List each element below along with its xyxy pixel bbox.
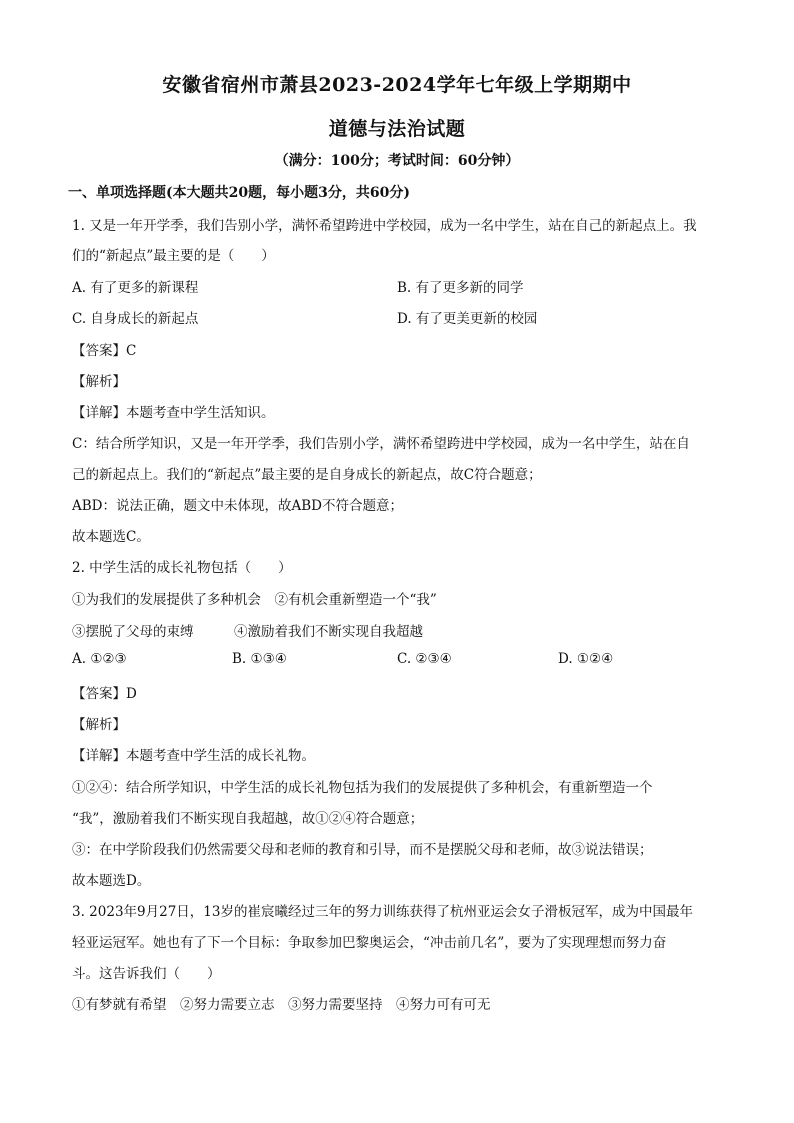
q1-analysis-label: 【解析】 [72,374,126,390]
q2-explanation-line1: ①②④：结合所学知识，中学生活的成长礼物包括为我们的发展提供了多种机会，有重新塑造一个 [72,780,653,796]
q3-stem-line2: 轻亚运冠军。她也有了下一个目标：争取参加巴黎奥运会，“冲击前几名”，要为了实现理想而努力奋 [72,935,667,951]
q2-option-d: D. ①②④ [558,651,614,667]
q1-detail: 【详解】本题考查中学生活知识。 [72,405,275,421]
q2-analysis-label: 【解析】 [72,717,126,733]
q2-items-line2: ③摆脱了父母的束缚 ④激励着我们不断实现自我超越 [72,624,423,640]
section-heading: 一、单项选择题(本大题共20题，每小题3分，共60分) [68,185,410,201]
q2-detail: 【详解】本题考查中学生活的成长礼物。 [72,748,315,764]
q1-explanation-line3: ABD：说法正确，题文中未体现，故ABD不符合题意； [72,498,403,514]
q2-conclusion: 故本题选D。 [72,873,151,889]
document-title: 安徽省宿州市萧县2023-2024学年七年级上学期期中 [162,74,632,96]
q1-answer: 【答案】C [72,343,137,359]
q1-explanation-line1: C：结合所学知识，又是一年开学季，我们告别小学，满怀希望跨进中学校园，成为一名中学生，站在自 [72,436,690,452]
q3-items: ①有梦就有希望 ②努力需要立志 ③努力需要坚持 ④努力可有可无 [72,997,491,1013]
q1-option-d: D. 有了更美更新的校园 [397,311,538,327]
q2-stem: 2. 中学生活的成长礼物包括（ ） [72,560,292,576]
exam-info: （满分：100分；考试时间：60分钟） [274,153,520,169]
q1-option-a: A. 有了更多的新课程 [72,280,199,296]
q3-stem-line3: 斗。这告诉我们（ ） [72,966,221,982]
q1-option-b: B. 有了更多新的同学 [397,280,524,296]
q3-stem-line1: 3. 2023年9月27日，13岁的崔宸曦经过三年的努力训练获得了杭州亚运会女子滑板冠军，成为中国最年 [72,904,693,920]
q2-answer: 【答案】D [72,686,137,702]
q2-option-b: B. ①③④ [232,651,287,667]
document-title-subject: 道德与法治试题 [328,118,466,140]
q2-option-c: C. ②③④ [397,651,452,667]
q1-explanation-line2: 己的新起点上。我们的“新起点”最主要的是自身成长的新起点，故C符合题意； [72,467,542,483]
q2-explanation-line2: “我”，激励着我们不断实现自我超越，故①②④符合题意； [72,811,424,827]
q1-stem-line1: 1. 又是一年开学季，我们告别小学，满怀希望跨进中学校园，成为一名中学生，站在自己的新起点上。我 [72,218,697,234]
q2-items-line1: ①为我们的发展提供了多种机会 ②有机会重新塑造一个“我” [72,592,437,608]
q2-option-a: A. ①②③ [72,651,127,667]
q1-option-c: C. 自身成长的新起点 [72,311,199,327]
q1-conclusion: 故本题选C。 [72,529,150,545]
q2-explanation-line3: ③：在中学阶段我们仍然需要父母和老师的教育和引导，而不是摆脱父母和老师，故③说法错误； [72,842,653,858]
q1-stem-line2: 们的“新起点”最主要的是（ ） [72,248,275,264]
